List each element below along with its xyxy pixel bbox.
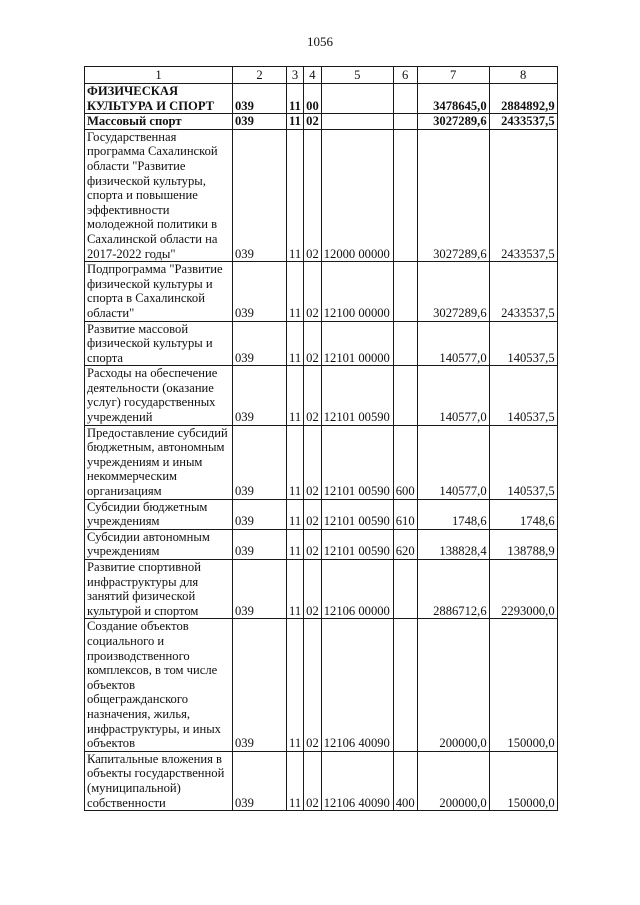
subsection-cell: 02 [304,751,322,810]
amount-2021-cell: 1748,6 [417,499,489,529]
section-cell: 11 [287,619,304,751]
expense-type-cell [393,560,417,619]
page-number: 1056 [307,34,333,49]
section-cell: 11 [287,425,304,499]
target-article-cell: 12101 00590 [321,425,393,499]
header-cell: 3 [287,67,304,84]
subsection-cell: 02 [304,321,322,366]
header-row [85,67,558,84]
expense-type-cell: 610 [393,499,417,529]
admin-code-cell: 039 [233,84,287,114]
amount-2022-cell: 138788,9 [489,529,557,559]
row-name-cell: Развитие массовой физической культуры и спорта [85,321,233,366]
target-article-cell: 12106 00000 [321,560,393,619]
target-article-cell: 12101 00590 [321,366,393,425]
amount-2021-cell: 138828,4 [417,529,489,559]
row-name-cell: Государственная программа Сахалинской области "Развитие физической культуры, спорта и повышение эффективности молодежной политики в Сахалинской области на 2017-2022 годы" [85,129,233,261]
amount-2021-cell: 140577,0 [417,425,489,499]
subsection-cell: 02 [304,529,322,559]
subsection-cell: 00 [304,84,322,114]
section-cell: 11 [287,529,304,559]
amount-2022-cell: 150000,0 [489,751,557,810]
section-cell: 11 [287,114,304,130]
table-row [85,619,558,751]
amount-2022-cell: 2884892,9 [489,84,557,114]
row-name-cell: Субсидии бюджетным учреждениям [85,499,233,529]
section-cell: 11 [287,84,304,114]
expense-type-cell [393,84,417,114]
header-cell: 1 [85,67,233,84]
table-row [85,529,558,559]
subsection-cell: 02 [304,560,322,619]
expense-type-cell [393,129,417,261]
section-cell: 11 [287,499,304,529]
amount-2022-cell: 140537,5 [489,321,557,366]
amount-2022-cell: 140537,5 [489,366,557,425]
header-cell: 5 [321,67,393,84]
amount-2022-cell: 150000,0 [489,619,557,751]
admin-code-cell: 039 [233,114,287,130]
amount-2022-cell: 2433537,5 [489,114,557,130]
amount-2022-cell: 140537,5 [489,425,557,499]
row-name-cell: Развитие спортивной инфраструктуры для занятий физической культурой и спортом [85,560,233,619]
row-name-cell: Подпрограмма "Развитие физической культуры и спорта в Сахалинской области" [85,262,233,321]
table-row [85,499,558,529]
row-name-cell: Капитальные вложения в объекты государственной (муниципальной) собственности [85,751,233,810]
expense-type-cell [393,262,417,321]
expense-type-cell [393,114,417,130]
expense-type-cell [393,366,417,425]
subsection-cell: 02 [304,499,322,529]
header-cell: 6 [393,67,417,84]
admin-code-cell: 039 [233,366,287,425]
admin-code-cell: 039 [233,619,287,751]
admin-code-cell: 039 [233,262,287,321]
expense-type-cell [393,619,417,751]
header-cell: 4 [304,67,322,84]
target-article-cell: 12106 40090 [321,751,393,810]
table-row [85,366,558,425]
section-cell: 11 [287,366,304,425]
amount-2022-cell: 2293000,0 [489,560,557,619]
amount-2021-cell: 2886712,6 [417,560,489,619]
amount-2021-cell: 140577,0 [417,321,489,366]
row-name-cell: Расходы на обеспечение деятельности (оказание услуг) государственных учреждений [85,366,233,425]
target-article-cell [321,114,393,130]
admin-code-cell: 039 [233,425,287,499]
expense-type-cell: 600 [393,425,417,499]
amount-2021-cell: 140577,0 [417,366,489,425]
amount-2022-cell: 1748,6 [489,499,557,529]
admin-code-cell: 039 [233,529,287,559]
budget-table [84,66,558,811]
expense-type-cell: 400 [393,751,417,810]
amount-2021-cell: 3478645,0 [417,84,489,114]
admin-code-cell: 039 [233,129,287,261]
target-article-cell: 12106 40090 [321,619,393,751]
amount-2021-cell: 200000,0 [417,751,489,810]
admin-code-cell: 039 [233,499,287,529]
table-row [85,114,558,130]
target-article-cell: 12101 00590 [321,529,393,559]
table-row [85,321,558,366]
subsection-cell: 02 [304,129,322,261]
header-cell: 7 [417,67,489,84]
amount-2022-cell: 2433537,5 [489,129,557,261]
subsection-cell: 02 [304,425,322,499]
row-name-cell: Создание объектов социального и производственного комплексов, в том числе объектов общегражданского назначения, жилья, инфраструктуры, и иных объектов [85,619,233,751]
table-row [85,262,558,321]
target-article-cell: 12101 00000 [321,321,393,366]
target-article-cell: 12100 00000 [321,262,393,321]
table-row [85,751,558,810]
section-cell: 11 [287,751,304,810]
section-cell: 11 [287,129,304,261]
subsection-cell: 02 [304,114,322,130]
admin-code-cell: 039 [233,560,287,619]
amount-2021-cell: 200000,0 [417,619,489,751]
table-row [85,425,558,499]
header-cell: 8 [489,67,557,84]
row-name-cell: Субсидии автономным учреждениям [85,529,233,559]
section-cell: 11 [287,321,304,366]
target-article-cell [321,84,393,114]
subsection-cell: 02 [304,619,322,751]
expense-type-cell: 620 [393,529,417,559]
amount-2021-cell: 3027289,6 [417,129,489,261]
table-row [85,129,558,261]
subsection-cell: 02 [304,366,322,425]
target-article-cell: 12101 00590 [321,499,393,529]
target-article-cell: 12000 00000 [321,129,393,261]
row-name-cell: ФИЗИЧЕСКАЯ КУЛЬТУРА И СПОРТ [85,84,233,114]
row-name-cell: Предоставление субсидий бюджетным, автономным учреждениям и иным некоммерческим организациям [85,425,233,499]
section-cell: 11 [287,560,304,619]
subsection-cell: 02 [304,262,322,321]
amount-2021-cell: 3027289,6 [417,262,489,321]
amount-2022-cell: 2433537,5 [489,262,557,321]
expense-type-cell [393,321,417,366]
header-cell: 2 [233,67,287,84]
admin-code-cell: 039 [233,751,287,810]
amount-2021-cell: 3027289,6 [417,114,489,130]
row-name-cell: Массовый спорт [85,114,233,130]
section-cell: 11 [287,262,304,321]
table-row [85,84,558,114]
admin-code-cell: 039 [233,321,287,366]
table-row [85,560,558,619]
